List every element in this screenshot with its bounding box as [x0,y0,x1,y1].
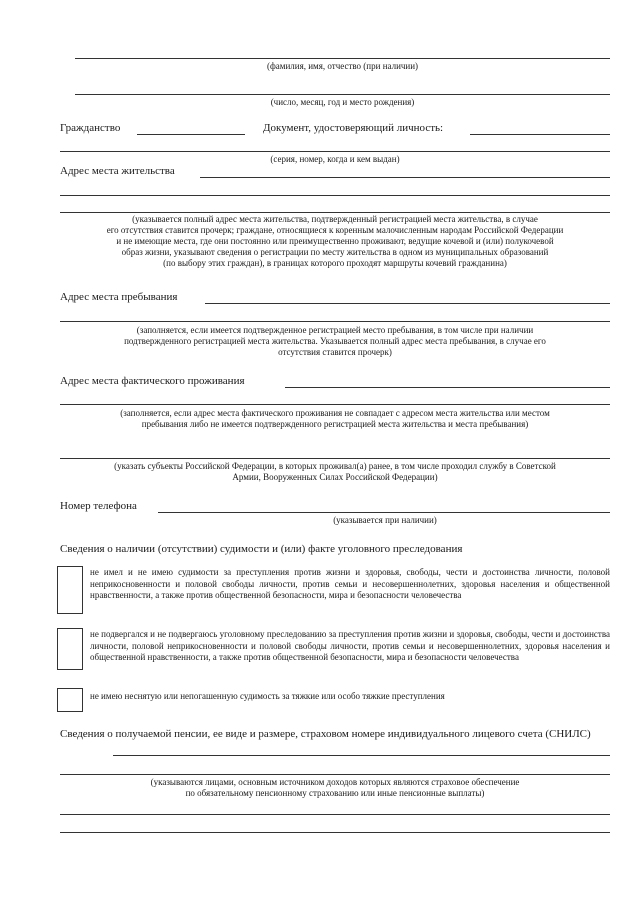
phone-field[interactable] [158,512,610,513]
pension-label: Сведения о получаемой пенсии, ее виде и размере, страховом номере индивидуального лицевого счета (СНИЛС) [60,728,591,740]
opt1-checkbox[interactable] [57,566,83,614]
subjects-note-line: Армии, Вооруженных Силах Российской Федерации) [232,472,438,482]
stay-label: Адрес места пребывания [60,291,178,303]
citizenship-label: Гражданство [60,122,121,134]
stay-note [60,325,610,358]
birth-line[interactable] [75,94,610,95]
residence-note-line: (по выбору этих граждан), в границах которого проходят маршруты кочевий гражданина) [163,258,507,268]
stay-field-1[interactable] [205,303,610,304]
actual-field-2[interactable] [60,404,610,405]
stay-note-line: (заполняется, если имеется подтвержденное регистрацией место пребывания, в том числе при наличии [136,325,534,335]
document-label: Документ, удостоверяющий личность: [263,122,444,134]
passport-caption: (серия, номер, когда и кем выдан) [270,154,400,164]
residence-note-line: его отсутствия ставится прочерк; граждане, относящиеся к коренным малочисленным народам Российской Федерации [106,225,564,235]
stay-field-2[interactable] [60,321,610,322]
pension-note-line: (указываются лицами, основным источником доходов которых являются страховое обеспечение [150,777,520,787]
pension-field-3[interactable] [60,814,610,815]
passport-line[interactable] [60,151,610,152]
actual-note [60,408,610,430]
document-field[interactable] [470,134,610,135]
subjects-field[interactable] [60,458,610,459]
residence-field-3[interactable] [60,212,610,213]
residence-field-1[interactable] [200,177,610,178]
fio-caption: (фамилия, имя, отчество (при наличии) [266,61,419,71]
opt2-text: не подвергался и не подвергаюсь уголовному преследованию за преступления против жизни и здоровья, свободы, чести и достоинства личности, половой неприкосновенности и половой свободы личности, против семьи и несовершеннолетних, здоровья населения и общественной нравственности, а также против общественной безопасности, мира и безопасности человечества [90,629,610,662]
phone-caption: (указывается при наличии) [333,515,437,525]
opt3-text: не имею неснятую или непогашенную судимость за тяжкие или особо тяжкие преступления [90,691,445,701]
pension-note-line: по обязательному пенсионному страхованию или иные пенсионные выплаты) [185,788,485,798]
subjects-note [60,461,610,483]
opt1-text: не имел и не имею судимости за преступления против жизни и здоровья, свободы, чести и достоинства личности, половой неприкосновенности и половой свободы личности, против семьи и несовершеннолетних, здоровья населения и общественной нравственности, а также против общественной безопасности, мира и безопасности человечества [90,567,610,600]
residence-field-2[interactable] [60,195,610,196]
subjects-note-line: (указать субъекты Российской Федерации, в которых проживал(а) ранее, в том числе проходил службу в Советской [114,461,556,471]
residence-note-line: и не имеющие места, где они постоянно или преимущественно проживают, ведущие кочевой и (или) полукочевой [116,236,554,246]
actual-label: Адрес места фактического проживания [60,375,245,387]
residence-note [60,214,610,269]
pension-note [60,777,610,799]
opt3-checkbox[interactable] [57,688,83,712]
phone-label: Номер телефона [60,500,137,512]
residence-note-line: (указывается полный адрес места жительства, подтвержденный регистрацией места жительства, в случае [132,214,538,224]
pension-field-2[interactable] [60,774,610,775]
actual-field-1[interactable] [285,387,610,388]
fio-line[interactable] [75,58,610,59]
pension-field-4[interactable] [60,832,610,833]
residence-note-line: образ жизни, указывают сведения о регистрации по месту жительства в одном из муниципальных образований [121,247,549,257]
actual-note-line: пребывания либо не имеется подтвержденного регистрацией места жительства и места пребывания) [141,419,529,429]
residence-label: Адрес места жительства [60,165,175,177]
criminal-heading: Сведения о наличии (отсутствии) судимости и (или) факте уголовного преследования [60,543,463,555]
stay-note-line: подтвержденного регистрацией места жительства. Указывается полный адрес места пребывания, в случае его [124,336,546,346]
birth-caption: (число, месяц, год и место рождения) [270,97,415,107]
actual-note-line: (заполняется, если адрес места фактического проживания не совпадает с адресом места жительства или местом [120,408,550,418]
stay-note-line: отсутствия ставится прочерк) [278,347,392,357]
citizenship-field[interactable] [137,134,245,135]
pension-field-1[interactable] [113,755,610,756]
opt2-checkbox[interactable] [57,628,83,670]
